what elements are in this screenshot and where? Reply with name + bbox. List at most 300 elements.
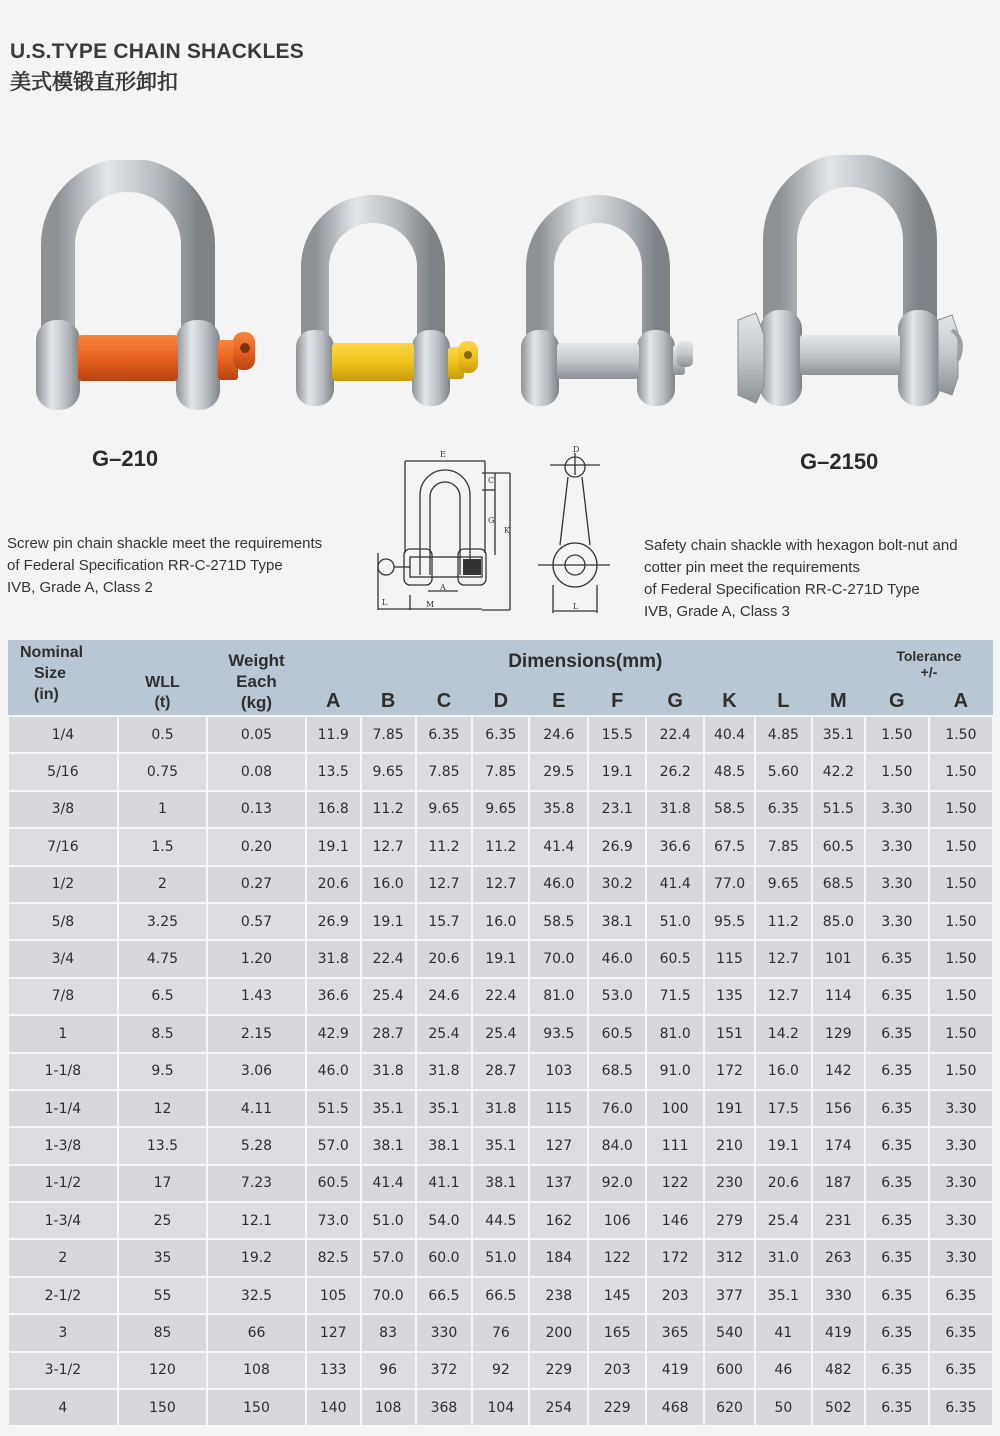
description-screw-pin <box>7 533 367 599</box>
table-cell: 24.6 <box>529 716 588 753</box>
table-cell: 19.1 <box>472 940 529 977</box>
table-cell: 15.7 <box>416 903 473 940</box>
spec-table <box>7 640 994 1427</box>
header-col-d: D <box>472 680 529 716</box>
table-cell: 203 <box>646 1277 704 1314</box>
table-cell: 53.0 <box>588 978 646 1015</box>
table-cell: 187 <box>812 1165 865 1202</box>
table-cell: 127 <box>306 1314 361 1351</box>
table-cell: 2 <box>118 866 207 903</box>
table-cell: 30.2 <box>588 866 646 903</box>
table-cell: 26.2 <box>646 753 704 790</box>
table-row <box>8 866 993 903</box>
table-cell: 36.6 <box>306 978 361 1015</box>
table-cell: 230 <box>704 1165 755 1202</box>
diagram-label-a: A <box>440 583 446 592</box>
table-cell: 254 <box>529 1389 588 1426</box>
diagram-label-g: G <box>488 516 495 525</box>
table-cell: 330 <box>812 1277 865 1314</box>
table-cell: 19.1 <box>361 903 416 940</box>
table-cell: 129 <box>812 1015 865 1052</box>
table-cell: 4.85 <box>755 716 812 753</box>
table-cell: 6.35 <box>865 1239 929 1276</box>
table-row <box>8 1352 993 1389</box>
table-cell: 106 <box>588 1202 646 1239</box>
table-cell: 58.5 <box>704 791 755 828</box>
table-cell: 11.2 <box>472 828 529 865</box>
table-cell: 57.0 <box>361 1239 416 1276</box>
header-col-m: M <box>812 680 865 716</box>
table-cell: 67.5 <box>704 828 755 865</box>
table-cell: 25.4 <box>416 1015 473 1052</box>
header-wll <box>118 640 207 716</box>
table-cell: 101 <box>812 940 865 977</box>
table-cell: 2.15 <box>207 1015 306 1052</box>
header-col-k: K <box>704 680 755 716</box>
table-cell: 46.0 <box>529 866 588 903</box>
table-cell: 28.7 <box>472 1053 529 1090</box>
table-cell: 60.5 <box>646 940 704 977</box>
table-cell: 0.13 <box>207 791 306 828</box>
table-row <box>8 791 993 828</box>
table-cell: 51.0 <box>646 903 704 940</box>
table-cell: 6.35 <box>865 1352 929 1389</box>
table-cell: 6.35 <box>865 1127 929 1164</box>
table-cell: 31.8 <box>416 1053 473 1090</box>
table-cell: 6.35 <box>865 1090 929 1127</box>
table-cell: 93.5 <box>529 1015 588 1052</box>
table-cell: 0.20 <box>207 828 306 865</box>
table-cell: 11.2 <box>361 791 416 828</box>
table-cell: 3.30 <box>929 1090 993 1127</box>
table-cell: 6.35 <box>865 1314 929 1351</box>
table-cell: 1.50 <box>929 791 993 828</box>
table-cell: 41.4 <box>529 828 588 865</box>
table-row <box>8 1053 993 1090</box>
table-cell: 51.0 <box>472 1239 529 1276</box>
shackle-galvanized-pin-image <box>515 195 695 415</box>
table-cell: 3 <box>8 1314 118 1351</box>
table-cell: 4 <box>8 1389 118 1426</box>
table-cell: 38.1 <box>361 1127 416 1164</box>
table-cell: 3.30 <box>865 828 929 865</box>
table-cell: 231 <box>812 1202 865 1239</box>
table-cell: 60.0 <box>416 1239 473 1276</box>
table-row <box>8 753 993 790</box>
table-cell: 172 <box>704 1053 755 1090</box>
table-cell: 279 <box>704 1202 755 1239</box>
table-cell: 9.65 <box>755 866 812 903</box>
page-title-en: U.S.TYPE CHAIN SHACKLES <box>10 40 304 63</box>
diagram-label-l-front: L <box>382 598 388 607</box>
header-line: Nominal <box>20 644 84 661</box>
table-cell: 150 <box>207 1389 306 1426</box>
table-cell: 66.5 <box>472 1277 529 1314</box>
table-cell: 50 <box>755 1389 812 1426</box>
table-cell: 105 <box>306 1277 361 1314</box>
table-cell: 12.7 <box>361 828 416 865</box>
table-cell: 1.50 <box>929 1015 993 1052</box>
table-cell: 6.35 <box>755 791 812 828</box>
table-cell: 137 <box>529 1165 588 1202</box>
table-cell: 7.85 <box>755 828 812 865</box>
table-row <box>8 1165 993 1202</box>
table-cell: 55 <box>118 1277 207 1314</box>
table-cell: 92 <box>472 1352 529 1389</box>
header-col-f: F <box>588 680 646 716</box>
table-cell: 1-3/4 <box>8 1202 118 1239</box>
table-row <box>8 940 993 977</box>
table-cell: 0.57 <box>207 903 306 940</box>
header-tolerance <box>865 640 993 680</box>
table-cell: 91.0 <box>646 1053 704 1090</box>
table-cell: 620 <box>704 1389 755 1426</box>
table-cell: 127 <box>529 1127 588 1164</box>
table-cell: 9.65 <box>472 791 529 828</box>
description-line: Safety chain shackle with hexagon bolt-nut and <box>644 537 958 554</box>
table-cell: 1.50 <box>929 716 993 753</box>
table-cell: 73.0 <box>306 1202 361 1239</box>
table-cell: 150 <box>118 1389 207 1426</box>
table-cell: 122 <box>646 1165 704 1202</box>
table-cell: 108 <box>207 1352 306 1389</box>
table-cell: 1.50 <box>865 716 929 753</box>
header-line: Tolerance <box>896 648 962 664</box>
table-cell: 5/8 <box>8 903 118 940</box>
description-line: of Federal Specification RR-C-271D Type <box>7 557 283 574</box>
table-cell: 140 <box>306 1389 361 1426</box>
table-cell: 0.05 <box>207 716 306 753</box>
table-cell: 229 <box>529 1352 588 1389</box>
table-cell: 95.5 <box>704 903 755 940</box>
table-cell: 3.06 <box>207 1053 306 1090</box>
table-cell: 38.1 <box>472 1165 529 1202</box>
table-cell: 1-1/2 <box>8 1165 118 1202</box>
table-cell: 54.0 <box>416 1202 473 1239</box>
table-cell: 156 <box>812 1090 865 1127</box>
diagram-label-m: M <box>426 600 435 609</box>
table-cell: 58.5 <box>529 903 588 940</box>
table-cell: 6.35 <box>865 1389 929 1426</box>
table-cell: 372 <box>416 1352 473 1389</box>
table-cell: 419 <box>812 1314 865 1351</box>
table-cell: 3.30 <box>929 1127 993 1164</box>
table-cell: 6.35 <box>865 1202 929 1239</box>
table-cell: 11.9 <box>306 716 361 753</box>
table-cell: 46 <box>755 1352 812 1389</box>
table-cell: 82.5 <box>306 1239 361 1276</box>
table-cell: 122 <box>588 1239 646 1276</box>
table-cell: 3.30 <box>865 791 929 828</box>
table-cell: 41.1 <box>416 1165 473 1202</box>
table-cell: 19.1 <box>588 753 646 790</box>
table-cell: 38.1 <box>588 903 646 940</box>
table-cell: 12.1 <box>207 1202 306 1239</box>
header-line: (kg) <box>240 693 273 712</box>
table-cell: 15.5 <box>588 716 646 753</box>
header-col-e: E <box>529 680 588 716</box>
table-cell: 6.35 <box>929 1277 993 1314</box>
table-cell: 203 <box>588 1352 646 1389</box>
table-cell: 35.1 <box>812 716 865 753</box>
table-cell: 31.8 <box>472 1090 529 1127</box>
diagram-label-d: D <box>573 445 580 454</box>
diagram-label-c: C <box>488 476 495 485</box>
table-cell: 25.4 <box>472 1015 529 1052</box>
table-cell: 11.2 <box>755 903 812 940</box>
header-nominal-size <box>8 640 118 716</box>
table-cell: 6.35 <box>865 1053 929 1090</box>
table-cell: 16.0 <box>361 866 416 903</box>
table-cell: 120 <box>118 1352 207 1389</box>
table-cell: 12 <box>118 1090 207 1127</box>
table-cell: 4.75 <box>118 940 207 977</box>
table-cell: 5.60 <box>755 753 812 790</box>
table-cell: 210 <box>704 1127 755 1164</box>
table-cell: 108 <box>361 1389 416 1426</box>
model-label-g2150: G–2150 <box>800 449 879 474</box>
table-cell: 419 <box>646 1352 704 1389</box>
table-cell: 41.4 <box>361 1165 416 1202</box>
table-cell: 38.1 <box>416 1127 473 1164</box>
table-cell: 31.8 <box>306 940 361 977</box>
table-cell: 6.35 <box>929 1389 993 1426</box>
table-cell: 263 <box>812 1239 865 1276</box>
table-cell: 482 <box>812 1352 865 1389</box>
table-cell: 2 <box>8 1239 118 1276</box>
table-cell: 6.35 <box>865 940 929 977</box>
description-line: IVB, Grade A, Class 3 <box>644 603 790 620</box>
table-cell: 44.5 <box>472 1202 529 1239</box>
table-cell: 7/16 <box>8 828 118 865</box>
table-cell: 16.0 <box>755 1053 812 1090</box>
table-row <box>8 1127 993 1164</box>
table-cell: 26.9 <box>306 903 361 940</box>
table-cell: 174 <box>812 1127 865 1164</box>
table-cell: 1.50 <box>929 1053 993 1090</box>
table-cell: 77.0 <box>704 866 755 903</box>
table-cell: 13.5 <box>118 1127 207 1164</box>
table-cell: 76 <box>472 1314 529 1351</box>
table-cell: 1/4 <box>8 716 118 753</box>
table-row <box>8 1202 993 1239</box>
table-cell: 1 <box>118 791 207 828</box>
table-cell: 104 <box>472 1389 529 1426</box>
table-cell: 11.2 <box>416 828 473 865</box>
shackle-orange-pin-image <box>28 160 258 420</box>
table-cell: 0.75 <box>118 753 207 790</box>
table-cell: 4.11 <box>207 1090 306 1127</box>
table-cell: 51.5 <box>306 1090 361 1127</box>
diagram-label-l-side: L <box>573 602 579 611</box>
table-cell: 51.5 <box>812 791 865 828</box>
table-cell: 12.7 <box>755 978 812 1015</box>
table-cell: 76.0 <box>588 1090 646 1127</box>
table-cell: 142 <box>812 1053 865 1090</box>
header-line: (t) <box>154 694 171 711</box>
table-cell: 35.8 <box>529 791 588 828</box>
table-cell: 6.35 <box>865 978 929 1015</box>
table-cell: 103 <box>529 1053 588 1090</box>
table-cell: 1-1/8 <box>8 1053 118 1090</box>
header-dimensions: Dimensions(mm) <box>306 640 865 680</box>
table-cell: 6.5 <box>118 978 207 1015</box>
table-cell: 19.1 <box>755 1127 812 1164</box>
table-cell: 1.50 <box>929 866 993 903</box>
table-cell: 12.7 <box>755 940 812 977</box>
header-col-g: G <box>646 680 704 716</box>
table-cell: 23.1 <box>588 791 646 828</box>
table-cell: 85 <box>118 1314 207 1351</box>
table-cell: 96 <box>361 1352 416 1389</box>
table-cell: 0.5 <box>118 716 207 753</box>
header-col-l: L <box>755 680 812 716</box>
header-line: Weight <box>228 651 285 670</box>
table-cell: 1.50 <box>929 828 993 865</box>
table-cell: 81.0 <box>529 978 588 1015</box>
table-cell: 1/2 <box>8 866 118 903</box>
table-cell: 151 <box>704 1015 755 1052</box>
table-cell: 46.0 <box>588 940 646 977</box>
table-cell: 145 <box>588 1277 646 1314</box>
table-cell: 60.5 <box>306 1165 361 1202</box>
table-cell: 41.4 <box>646 866 704 903</box>
table-cell: 1.5 <box>118 828 207 865</box>
table-cell: 238 <box>529 1277 588 1314</box>
table-cell: 6.35 <box>865 1015 929 1052</box>
table-cell: 60.5 <box>812 828 865 865</box>
table-row <box>8 1389 993 1426</box>
table-cell: 191 <box>704 1090 755 1127</box>
table-row <box>8 1277 993 1314</box>
table-cell: 468 <box>646 1389 704 1426</box>
table-cell: 1 <box>8 1015 118 1052</box>
table-cell: 70.0 <box>529 940 588 977</box>
table-cell: 19.1 <box>306 828 361 865</box>
header-line: Each <box>236 672 277 691</box>
table-cell: 20.6 <box>755 1165 812 1202</box>
table-row <box>8 978 993 1015</box>
table-cell: 66 <box>207 1314 306 1351</box>
table-cell: 29.5 <box>529 753 588 790</box>
header-line: +/- <box>920 664 938 680</box>
header-weight <box>207 640 306 716</box>
table-cell: 111 <box>646 1127 704 1164</box>
table-cell: 35 <box>118 1239 207 1276</box>
table-cell: 60.5 <box>588 1015 646 1052</box>
table-cell: 3.30 <box>929 1239 993 1276</box>
shackle-bolt-nut-image <box>730 155 970 415</box>
table-cell: 135 <box>704 978 755 1015</box>
table-cell: 1-3/8 <box>8 1127 118 1164</box>
table-cell: 7.85 <box>361 716 416 753</box>
table-cell: 3-1/2 <box>8 1352 118 1389</box>
table-cell: 2-1/2 <box>8 1277 118 1314</box>
diagram-label-k: K <box>504 526 510 535</box>
header-line: WLL <box>145 674 180 691</box>
table-cell: 70.0 <box>361 1277 416 1314</box>
page-title-cn: 美式模锻直形卸扣 <box>10 70 178 94</box>
table-cell: 6.35 <box>472 716 529 753</box>
table-cell: 200 <box>529 1314 588 1351</box>
table-cell: 133 <box>306 1352 361 1389</box>
table-cell: 3.30 <box>929 1202 993 1239</box>
table-cell: 3.25 <box>118 903 207 940</box>
table-cell: 9.5 <box>118 1053 207 1090</box>
table-cell: 42.2 <box>812 753 865 790</box>
table-cell: 68.5 <box>588 1053 646 1090</box>
spec-table-body <box>8 716 993 1426</box>
header-col-b: B <box>361 680 416 716</box>
table-cell: 184 <box>529 1239 588 1276</box>
table-cell: 600 <box>704 1352 755 1389</box>
table-cell: 1.50 <box>929 978 993 1015</box>
table-cell: 1.20 <box>207 940 306 977</box>
table-cell: 16.0 <box>472 903 529 940</box>
table-cell: 41 <box>755 1314 812 1351</box>
table-cell: 146 <box>646 1202 704 1239</box>
table-cell: 20.6 <box>306 866 361 903</box>
description-line: IVB, Grade A, Class 2 <box>7 579 153 596</box>
diagram-label-e: E <box>440 450 446 459</box>
table-cell: 1-1/4 <box>8 1090 118 1127</box>
table-cell: 7/8 <box>8 978 118 1015</box>
table-cell: 9.65 <box>416 791 473 828</box>
table-row <box>8 1239 993 1276</box>
table-cell: 0.08 <box>207 753 306 790</box>
table-cell: 3/8 <box>8 791 118 828</box>
table-cell: 22.4 <box>472 978 529 1015</box>
table-cell: 1.50 <box>929 940 993 977</box>
header-col-c: C <box>416 680 473 716</box>
table-cell: 31.0 <box>755 1239 812 1276</box>
table-cell: 35.1 <box>361 1090 416 1127</box>
table-cell: 19.2 <box>207 1239 306 1276</box>
table-cell: 46.0 <box>306 1053 361 1090</box>
table-row <box>8 1015 993 1052</box>
model-label-g210: G–210 <box>92 446 159 471</box>
header-line: (in) <box>34 686 59 703</box>
description-line: cotter pin meet the requirements <box>644 559 860 576</box>
table-cell: 3.30 <box>865 903 929 940</box>
table-cell: 17 <box>118 1165 207 1202</box>
header-tol-a: A <box>929 680 993 716</box>
table-cell: 13.5 <box>306 753 361 790</box>
table-cell: 12.7 <box>416 866 473 903</box>
table-cell: 40.4 <box>704 716 755 753</box>
table-cell: 100 <box>646 1090 704 1127</box>
table-cell: 7.23 <box>207 1165 306 1202</box>
table-cell: 12.7 <box>472 866 529 903</box>
table-cell: 28.7 <box>361 1015 416 1052</box>
table-cell: 1.50 <box>929 753 993 790</box>
table-cell: 115 <box>529 1090 588 1127</box>
table-cell: 540 <box>704 1314 755 1351</box>
description-line: of Federal Specification RR-C-271D Type <box>644 581 920 598</box>
table-cell: 6.35 <box>416 716 473 753</box>
table-cell: 22.4 <box>646 716 704 753</box>
table-cell: 24.6 <box>416 978 473 1015</box>
description-safety <box>644 535 1000 623</box>
table-cell: 42.9 <box>306 1015 361 1052</box>
table-cell: 165 <box>588 1314 646 1351</box>
table-cell: 35.1 <box>416 1090 473 1127</box>
table-cell: 83 <box>361 1314 416 1351</box>
table-cell: 1.50 <box>929 903 993 940</box>
table-row <box>8 828 993 865</box>
table-cell: 35.1 <box>472 1127 529 1164</box>
table-row <box>8 903 993 940</box>
